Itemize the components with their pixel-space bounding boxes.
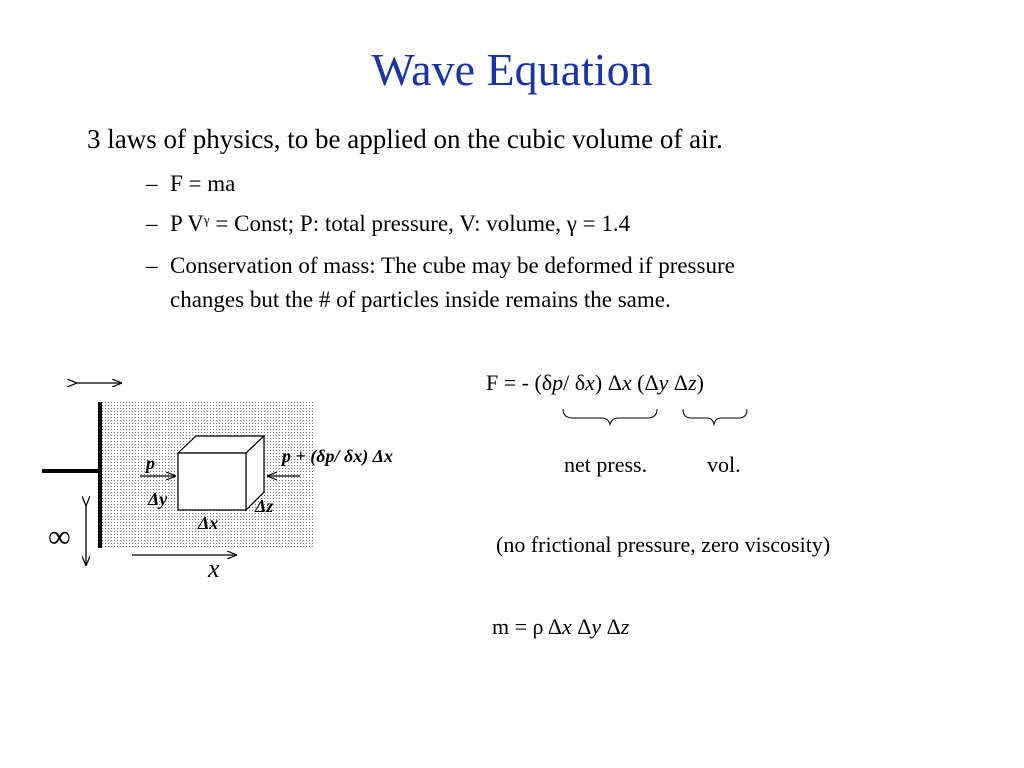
mass-eq-part: z (620, 614, 630, 639)
force-eq-part: (Δ (631, 370, 659, 395)
mass-eq-part: Δ (571, 614, 592, 639)
net-press-label: net press. (564, 452, 648, 477)
force-eq-part: F = - (δ (486, 370, 553, 395)
pressure-right-label: p + (δp/ δx) Δx (282, 446, 393, 466)
infinity-symbol: ∞ (48, 518, 71, 554)
mass-eq-part: Δ (601, 614, 621, 639)
x-axis-label: x (208, 554, 220, 583)
slide-title: Wave Equation (371, 44, 653, 95)
mass-eq-part: x (561, 614, 572, 639)
mass-equation (492, 613, 629, 641)
force-eq-part: z (688, 370, 697, 395)
force-eq-part: ) Δ (594, 370, 622, 395)
force-eq-part: p (552, 370, 564, 395)
viscosity-note: (no frictional pressure, zero viscosity) (496, 532, 831, 557)
pressure-left-label: p (146, 453, 155, 473)
vol-brace (683, 409, 747, 425)
force-eq-part: Δ (668, 370, 689, 395)
bullet-text: F = ma (170, 171, 236, 196)
force-eq-part: ) (696, 370, 704, 395)
net-press-brace (563, 409, 657, 425)
delta-y-label: Δy (148, 489, 168, 509)
force-eq-part: / δ (563, 370, 586, 395)
delta-x-label: Δx (198, 513, 219, 533)
force-eq-part: x (585, 370, 595, 395)
bullet-dash: – (146, 211, 158, 236)
gamma-superscript: γ (203, 212, 210, 227)
delta-z-label: Δz (255, 496, 274, 516)
bullet-dash: – (146, 253, 158, 278)
mass-eq-part: y (591, 614, 602, 639)
vol-label: vol. (707, 452, 741, 477)
gas-law-pre: P V (170, 211, 204, 236)
force-eq-part: y (658, 370, 669, 395)
bullet-dash: – (146, 171, 158, 196)
bullet-line-2: changes but the # of particles inside remains the same. (170, 287, 671, 312)
bullet-line-1: Conservation of mass: The cube may be deformed if pressure (170, 253, 735, 278)
mass-eq-part: m = ρ Δ (492, 614, 562, 639)
force-eq-part: x (621, 370, 632, 395)
lead-text: 3 laws of physics, to be applied on the cubic volume of air. (87, 124, 723, 154)
gas-law-post: = Const; P: total pressure, V: volume, γ = 1.4 (209, 211, 631, 236)
